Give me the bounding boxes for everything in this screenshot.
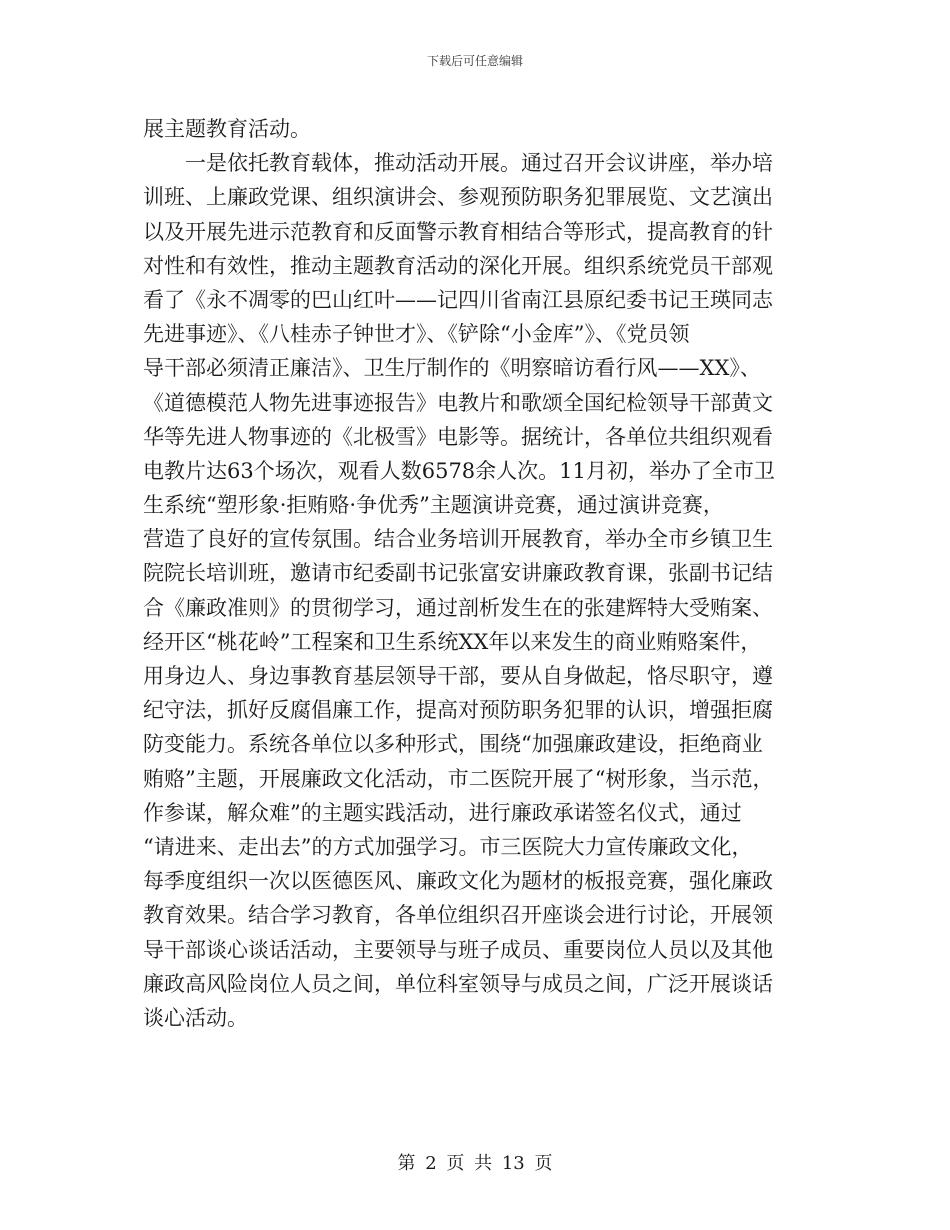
body-line: 谈心活动。 <box>143 1005 248 1030</box>
body-line: 合《廉政准则》的贯彻学习，通过剖析发生在的张建辉特大受贿案、 <box>143 595 773 620</box>
page-number-footer: 第 2 页 共 13 页 <box>397 1153 553 1174</box>
body-line: 《道德模范人物先进事迹报告》电教片和歌颂全国纪检领导干部黄文 <box>143 390 773 415</box>
body-line: 展主题教育活动。 <box>143 117 311 141</box>
body-line: 以及开展先进示范教育和反面警示教育相结合等形式，提高教育的针 <box>143 219 773 244</box>
body-line: 训班、上廉政党课、组织演讲会、参观预防职务犯罪展览、文艺演出 <box>143 185 773 210</box>
body-line: 对性和有效性，推动主题教育活动的深化开展。组织系统党员干部观 <box>143 253 773 278</box>
body-line: 作参谋，解众难”的主题实践活动，进行廉政承诺签名仪式，通过 <box>143 800 742 825</box>
body-line: 用身边人、身边事教育基层领导干部，要从自身做起，恪尽职守，遵 <box>143 664 773 688</box>
body-line: 每季度组织一次以医德医风、廉政文化为题材的板报竞赛，强化廉政 <box>143 869 773 894</box>
body-line: 经开区“桃花岭”工程案和卫生系统XX年以来发生的商业贿赂案件， <box>143 629 762 654</box>
body-line: 导干部谈心谈话活动，主要领导与班子成员、重要岗位人员以及其他 <box>143 937 773 962</box>
body-line: 纪守法，抓好反腐倡廉工作，提高对预防职务犯罪的认识，增强拒腐 <box>143 698 773 723</box>
body-line: 教育效果。结合学习教育，各单位组织召开座谈会进行讨论，开展领 <box>143 903 773 928</box>
body-line: 防变能力。系统各单位以多种形式，围绕“加强廉政建设，拒绝商业 <box>143 732 763 757</box>
body-line: 先进事迹》、《八桂赤子钟世才》、《铲除“小金库”》、《党员领 <box>143 322 690 347</box>
body-line: “请进来、走出去”的方式加强学习。市三医院大力宣传廉政文化， <box>143 834 753 859</box>
body-line: 生系统“塑形象·拒贿赂·争优秀”主题演讲竞赛，通过演讲竞赛， <box>143 493 724 518</box>
body-line: 院院长培训班，邀请市纪委副书记张富安讲廉政教育课，张副书记结 <box>143 561 773 586</box>
body-line: 廉政高风险岗位人员之间，单位科室领导与成员之间，广泛开展谈话 <box>143 971 773 996</box>
page-header: 下载后可任意编辑 <box>426 54 523 68</box>
body-line: 导干部必须清正廉洁》、卫生厅制作的《明察暗访看行风——XX》、 <box>143 356 761 381</box>
body-line: 营造了良好的宣传氛围。结合业务培训开展教育，举办全市乡镇卫生 <box>143 527 773 552</box>
body-line: 华等先进人物事迹的《北极雪》电影等。据统计，各单位共组织观看 <box>143 424 773 449</box>
body-line: 贿赂”主题，开展廉政文化活动，市二医院开展了“树形象，当示范， <box>143 766 774 791</box>
document-body <box>143 112 807 1035</box>
paragraph-start-line: 一是依托教育载体，推动活动开展。通过召开会议讲座，举办培 <box>185 151 773 176</box>
body-line: 电教片达63个场次，观看人数6578余人次。11月初，举办了全市卫 <box>143 458 775 483</box>
body-line: 看了《永不凋零的巴山红叶——记四川省南江县原纪委书记王瑛同志 <box>143 287 773 312</box>
